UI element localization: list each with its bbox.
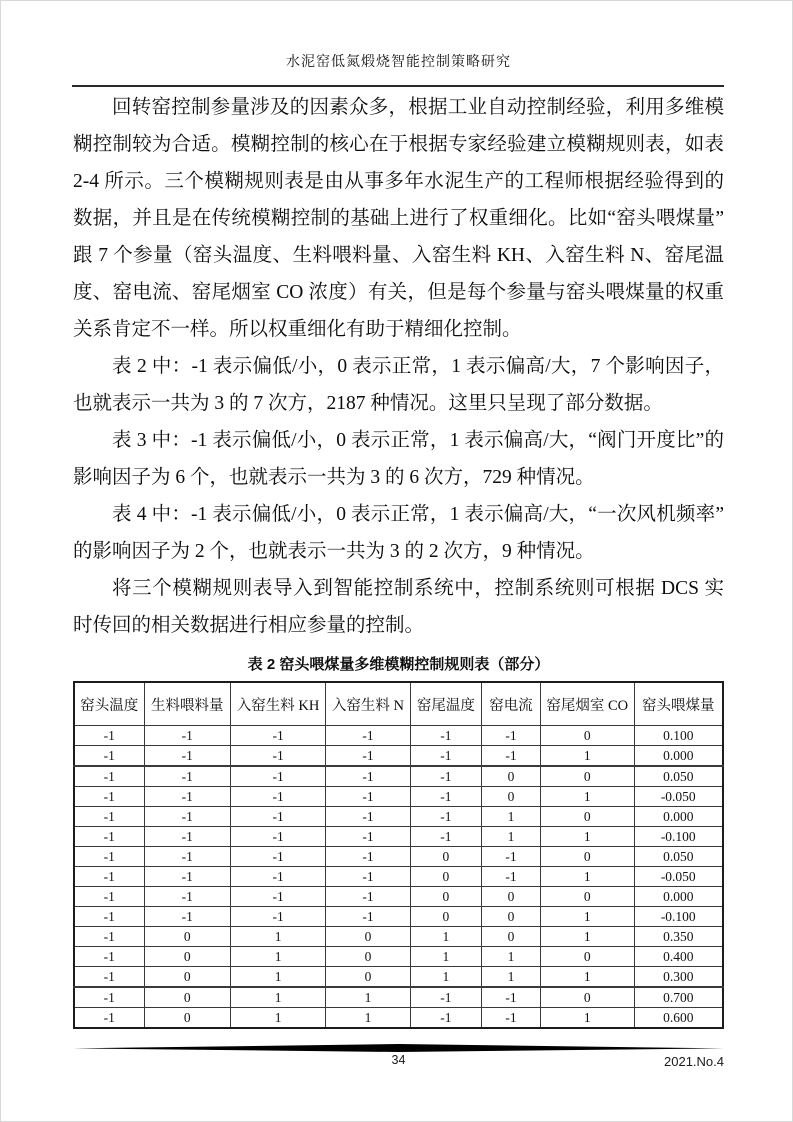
table-cell: -1: [230, 887, 325, 907]
table-cell: 0.350: [634, 927, 723, 947]
table-header-row: [74, 682, 723, 726]
column-header: 窑头喂煤量: [634, 682, 723, 726]
table-row: [74, 726, 723, 746]
paragraph: 回转窑控制参量涉及的因素众多，根据工业自动控制经验，利用多维模糊控制较为合适。模糊控制的核心在于根据专家经验建立模糊规则表，如表 2-4 所示。三个模糊规则表是由从事多年水泥生产的工程师根据经验得到的数据，并且是在传统模糊控制的基础上进行了权重细化。比如“窑头喂煤量”跟 7 个参量（窑头温度、生料喂料量、入窑生料 KH、入窑生料 N、窑尾温度、窑电流、窑尾烟室 CO 浓度）有关，但是每个参量与窑头喂煤量的权重关系肯定不一样。所以权重细化有助于精细化控制。: [73, 97, 724, 340]
table-cell: -0.100: [634, 907, 723, 927]
table-cell: -1: [230, 867, 325, 887]
table-row: [74, 766, 723, 787]
table-row: [74, 867, 723, 887]
table-cell: 0: [410, 887, 481, 907]
table-cell: 0.050: [634, 766, 723, 787]
table-cell: 0: [482, 787, 541, 807]
table-cell: 0.600: [634, 1008, 723, 1029]
table-cell: 0: [482, 927, 541, 947]
table-row: [74, 947, 723, 967]
table-cell: -1: [230, 907, 325, 927]
journal-issue-label: 2021.No.4: [664, 1054, 724, 1069]
table-cell: 1: [541, 787, 634, 807]
table-cell: -1: [410, 787, 481, 807]
table-cell: -1: [230, 726, 325, 746]
table-cell: -1: [326, 807, 410, 827]
table-cell: 1: [541, 967, 634, 988]
table-cell: -1: [410, 726, 481, 746]
table-cell: -1: [230, 807, 325, 827]
table-cell: -1: [74, 746, 144, 767]
table-cell: -1: [482, 987, 541, 1008]
table-cell: -1: [326, 887, 410, 907]
table-cell: 1: [541, 827, 634, 847]
table-cell: 0: [541, 807, 634, 827]
table-cell: -1: [144, 807, 230, 827]
table-cell: 0: [410, 907, 481, 927]
table-cell: 0.000: [634, 807, 723, 827]
table-cell: 0: [482, 907, 541, 927]
table-cell: 0: [541, 766, 634, 787]
table-cell: 0: [541, 726, 634, 746]
table-cell: 1: [410, 967, 481, 988]
table-cell: -1: [144, 827, 230, 847]
table-cell: 1: [541, 907, 634, 927]
table-cell: 1: [482, 947, 541, 967]
column-header: 入窑生料 KH: [230, 682, 325, 726]
table-cell: -1: [144, 787, 230, 807]
table-cell: -1: [74, 827, 144, 847]
table-cell: -1: [144, 847, 230, 867]
table-cell: 0.000: [634, 887, 723, 907]
table-cell: -1: [144, 726, 230, 746]
table-cell: 0.000: [634, 746, 723, 767]
table-cell: -1: [230, 746, 325, 767]
table-cell: 0: [482, 766, 541, 787]
table-cell: 0: [144, 947, 230, 967]
table-cell: -1: [410, 766, 481, 787]
table-cell: 0: [326, 947, 410, 967]
table-cell: -1: [482, 867, 541, 887]
table-cell: -1: [74, 847, 144, 867]
table-cell: -1: [230, 827, 325, 847]
table-cell: -1: [410, 827, 481, 847]
table-cell: -1: [410, 1008, 481, 1029]
table-cell: -1: [74, 867, 144, 887]
table-cell: 1: [541, 927, 634, 947]
table-row: [74, 927, 723, 947]
table-cell: 1: [541, 867, 634, 887]
table-cell: 0: [326, 927, 410, 947]
table-cell: 1: [541, 1008, 634, 1029]
page-number: 34: [391, 1053, 406, 1067]
table-cell: 1: [410, 927, 481, 947]
table-cell: -1: [74, 987, 144, 1008]
table-cell: 0: [144, 967, 230, 988]
table-cell: -1: [410, 987, 481, 1008]
table-cell: 0.400: [634, 947, 723, 967]
table-cell: -1: [144, 887, 230, 907]
table-cell: 0.050: [634, 847, 723, 867]
header-rule: [72, 85, 724, 87]
table-row: [74, 967, 723, 988]
table-cell: 0: [541, 947, 634, 967]
table-cell: -1: [482, 726, 541, 746]
table-row: [74, 887, 723, 907]
document-body: [73, 89, 724, 1029]
table-cell: -1: [482, 847, 541, 867]
column-header: 生料喂料量: [144, 682, 230, 726]
table-cell: 1: [230, 927, 325, 947]
table-cell: 1: [326, 1008, 410, 1029]
table-row: [74, 987, 723, 1008]
table-cell: -1: [74, 726, 144, 746]
table-cell: -0.050: [634, 867, 723, 887]
paragraph: 表 3 中：-1 表示偏低/小，0 表示正常，1 表示偏高/大，“阀门开度比”的影响因子为 6 个，也就表示一共为 3 的 6 次方，729 种情况。: [73, 430, 724, 488]
table-row: [74, 807, 723, 827]
table-cell: 0: [410, 867, 481, 887]
paragraph: 将三个模糊规则表导入到智能控制系统中，控制系统则可根据 DCS 实时传回的相关数据进行相应参量的控制。: [73, 578, 724, 636]
table-cell: -1: [326, 867, 410, 887]
footer-divider-bar: [73, 1044, 724, 1052]
table-cell: -1: [326, 847, 410, 867]
table-cell: -1: [326, 907, 410, 927]
column-header: 入窑生料 N: [326, 682, 410, 726]
table-cell: -1: [74, 947, 144, 967]
table-cell: 0.100: [634, 726, 723, 746]
table-cell: 0.300: [634, 967, 723, 988]
table-cell: -1: [230, 847, 325, 867]
table-cell: 1: [230, 987, 325, 1008]
table-cell: -1: [326, 766, 410, 787]
table-row: [74, 787, 723, 807]
table-cell: -1: [230, 787, 325, 807]
table-cell: 0: [326, 967, 410, 988]
table-cell: 1: [410, 947, 481, 967]
table-cell: 0: [541, 847, 634, 867]
fuzzy-rule-table: [73, 681, 724, 1029]
table-cell: 0: [144, 927, 230, 947]
column-header: 窑电流: [482, 682, 541, 726]
table-cell: 0: [482, 887, 541, 907]
table-cell: -1: [74, 887, 144, 907]
table-cell: 0: [144, 1008, 230, 1029]
table-cell: -1: [410, 746, 481, 767]
table-cell: 1: [230, 967, 325, 988]
table-cell: -1: [482, 746, 541, 767]
table-cell: -1: [74, 927, 144, 947]
table-row: [74, 827, 723, 847]
table-cell: 1: [230, 947, 325, 967]
table-cell: -1: [410, 807, 481, 827]
table-body: [74, 726, 723, 1029]
table-cell: -0.050: [634, 787, 723, 807]
table-cell: 0.700: [634, 987, 723, 1008]
table-row: [74, 1008, 723, 1029]
table-cell: 1: [541, 746, 634, 767]
table-caption: 表 2 窑头喂煤量多维模糊控制规则表（部分）: [247, 656, 550, 673]
table-row: [74, 746, 723, 767]
column-header: 窑尾温度: [410, 682, 481, 726]
table-cell: -1: [326, 746, 410, 767]
table-cell: -1: [482, 1008, 541, 1029]
table-cell: -1: [144, 867, 230, 887]
table-cell: -1: [230, 766, 325, 787]
table-cell: -1: [144, 746, 230, 767]
table-cell: 0: [541, 887, 634, 907]
table-cell: 1: [482, 967, 541, 988]
table-cell: 1: [482, 807, 541, 827]
paragraph: 表 4 中：-1 表示偏低/小，0 表示正常，1 表示偏高/大，“一次风机频率”的影响因子为 2 个，也就表示一共为 3 的 2 次方，9 种情况。: [73, 504, 724, 562]
table-cell: 1: [482, 827, 541, 847]
table-cell: -1: [326, 827, 410, 847]
table-cell: -1: [326, 726, 410, 746]
table-cell: -1: [326, 787, 410, 807]
table-cell: 1: [230, 1008, 325, 1029]
table-cell: -1: [144, 907, 230, 927]
column-header: 窑尾烟室 CO: [541, 682, 634, 726]
table-cell: -1: [74, 1008, 144, 1029]
table-cell: -1: [144, 766, 230, 787]
table-cell: -1: [74, 807, 144, 827]
table-cell: -1: [74, 787, 144, 807]
table-cell: 0: [410, 847, 481, 867]
table-cell: -1: [74, 766, 144, 787]
table-cell: 0: [541, 987, 634, 1008]
table-cell: -1: [74, 907, 144, 927]
paragraph: 表 2 中：-1 表示偏低/小，0 表示正常，1 表示偏高/大，7 个影响因子，也就表示一共为 3 的 7 次方，2187 种情况。这里只呈现了部分数据。: [73, 356, 724, 414]
table-cell: 1: [326, 987, 410, 1008]
table-cell: -1: [74, 967, 144, 988]
table-row: [74, 907, 723, 927]
table-row: [74, 847, 723, 867]
column-header: 窑头温度: [74, 682, 144, 726]
running-header-title: 水泥窑低氮煅烧智能控制策略研究: [286, 55, 511, 70]
table-cell: -0.100: [634, 827, 723, 847]
table-cell: 0: [144, 987, 230, 1008]
